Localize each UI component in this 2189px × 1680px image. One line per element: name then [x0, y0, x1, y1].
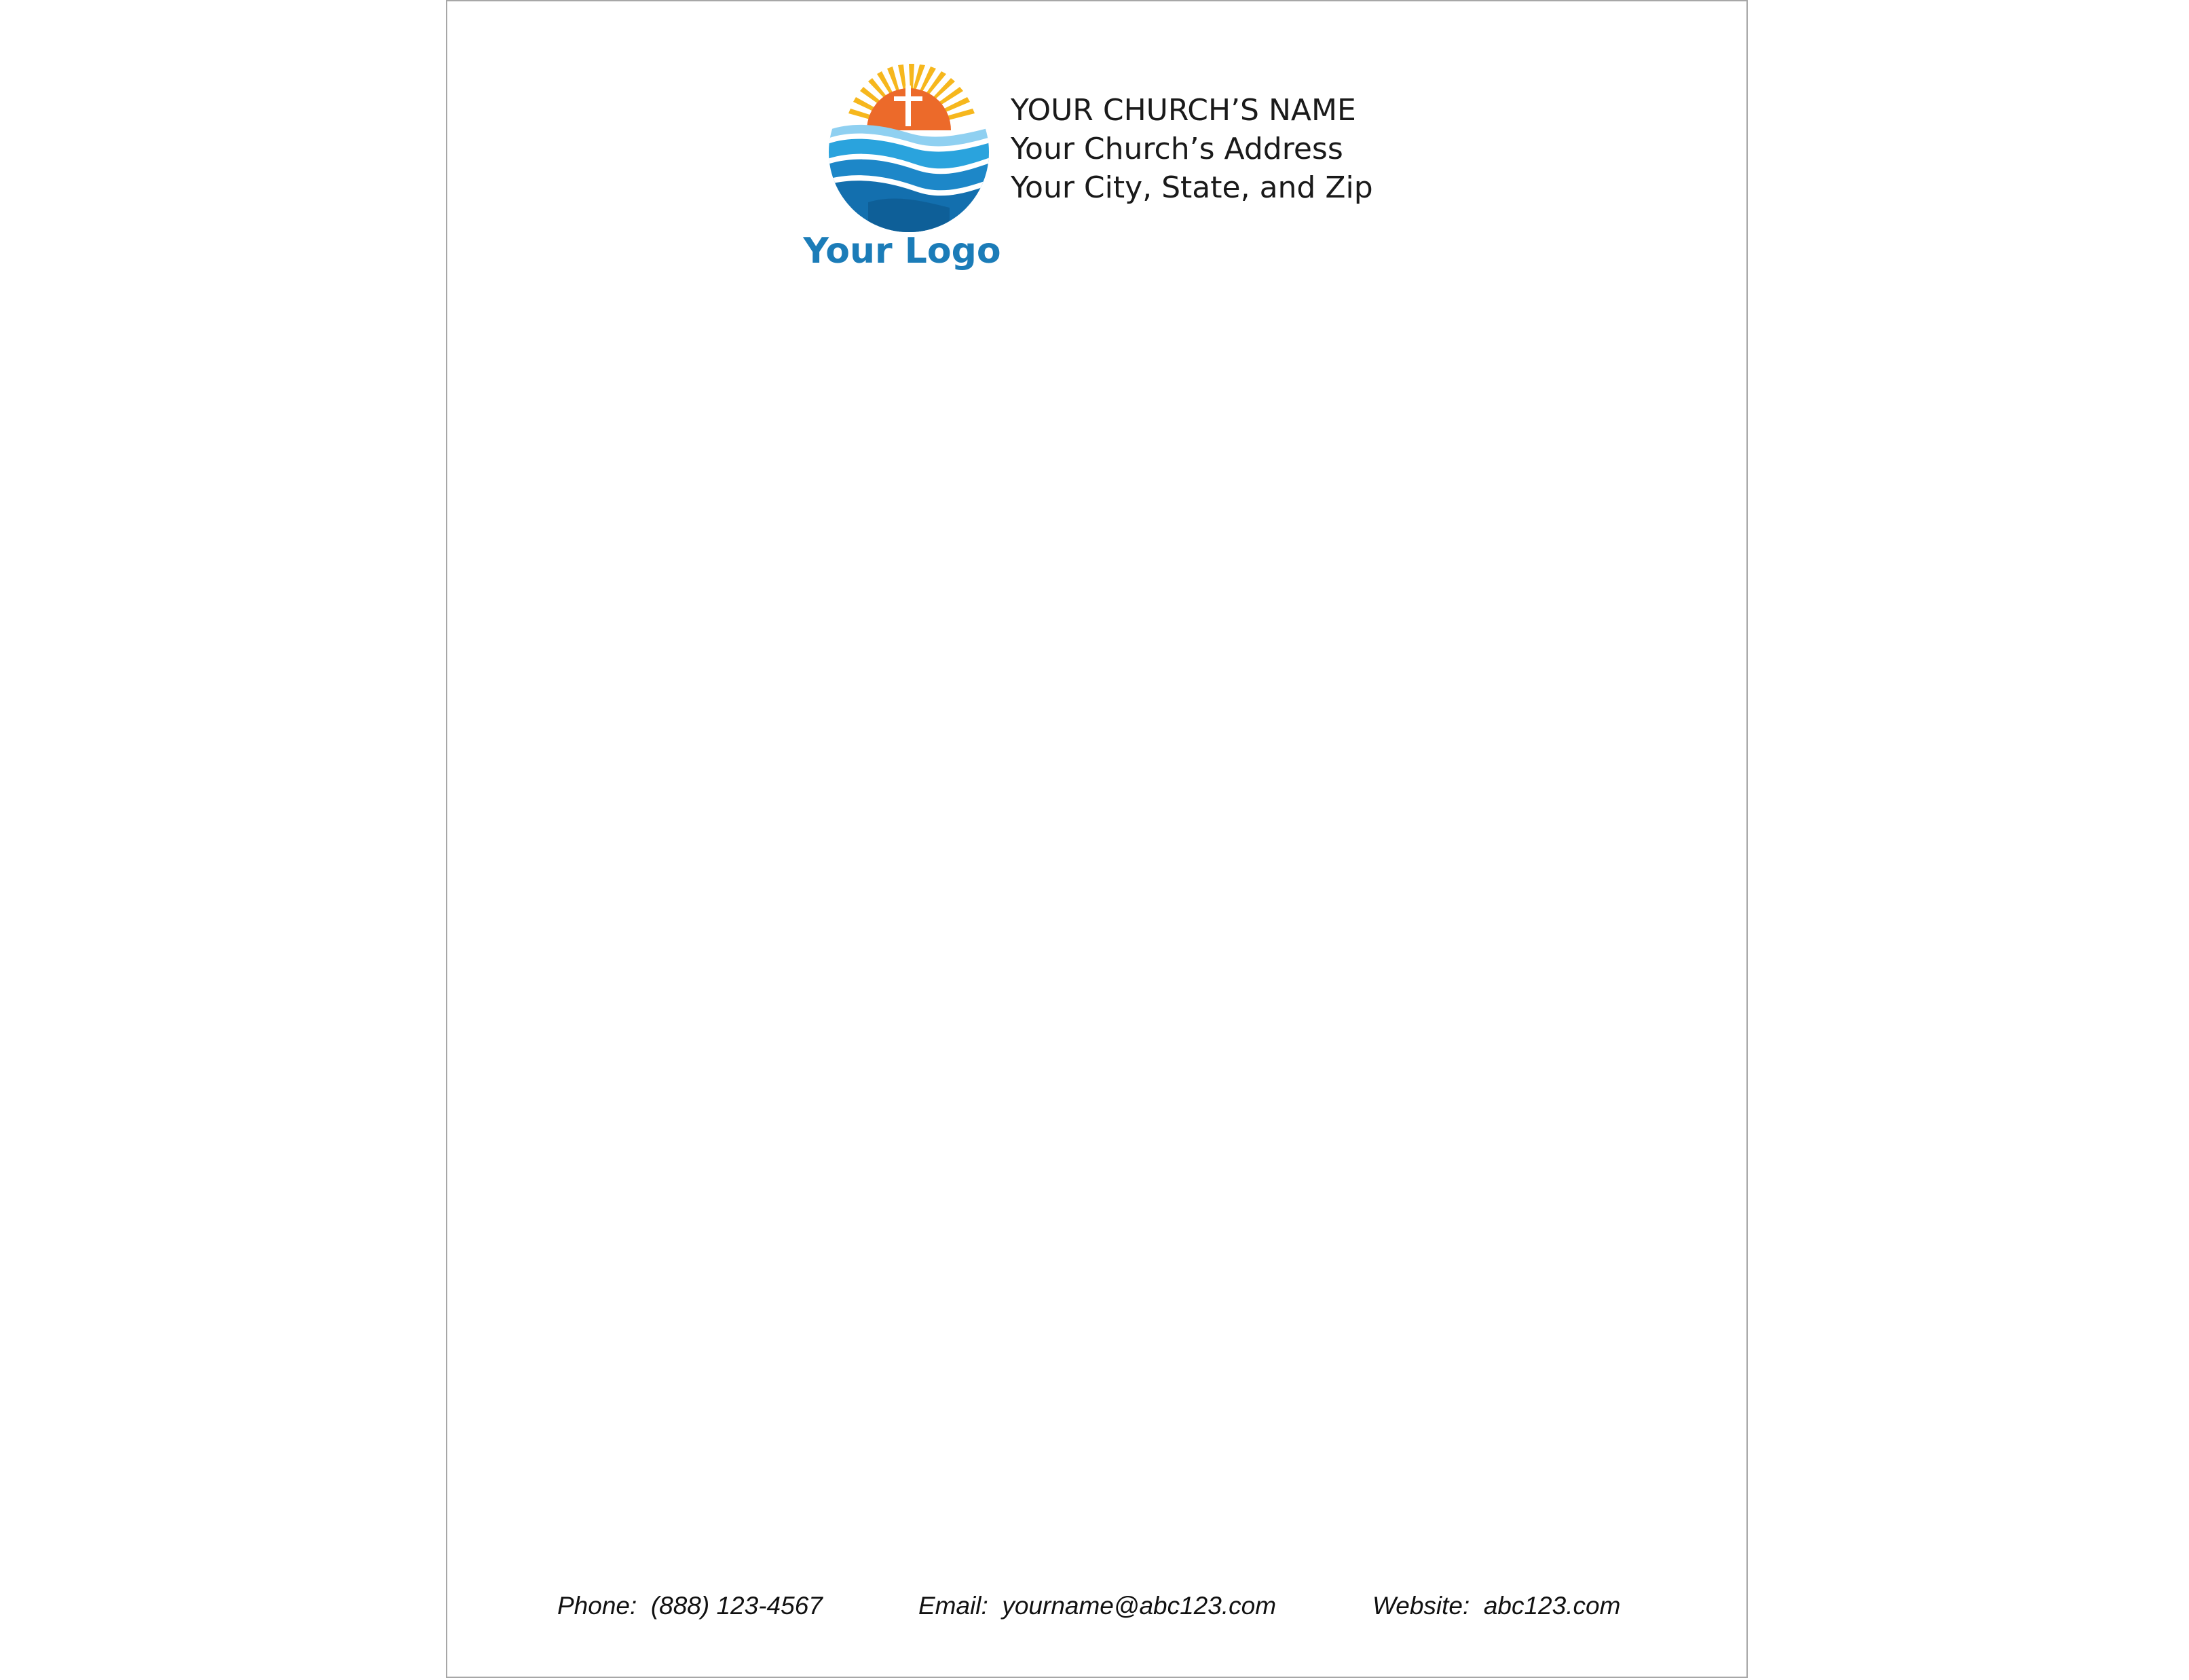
sun-cross-waves-logo-icon — [827, 62, 990, 232]
logo-text: Your Logo — [803, 231, 1001, 272]
footer-email: Email: yourname@abc123.com — [918, 1592, 1277, 1620]
letterhead-page — [446, 0, 1748, 1678]
church-address: Your Church’s Address — [1011, 132, 1343, 166]
footer-website: Website: abc123.com — [1372, 1592, 1621, 1620]
logo — [800, 62, 1004, 286]
church-name: YOUR CHURCH’S NAME — [1011, 93, 1356, 128]
church-info — [1011, 91, 1373, 207]
church-city-state-zip: Your City, State, and Zip — [1011, 170, 1373, 205]
footer-phone: Phone: (888) 123-4567 — [557, 1592, 823, 1620]
